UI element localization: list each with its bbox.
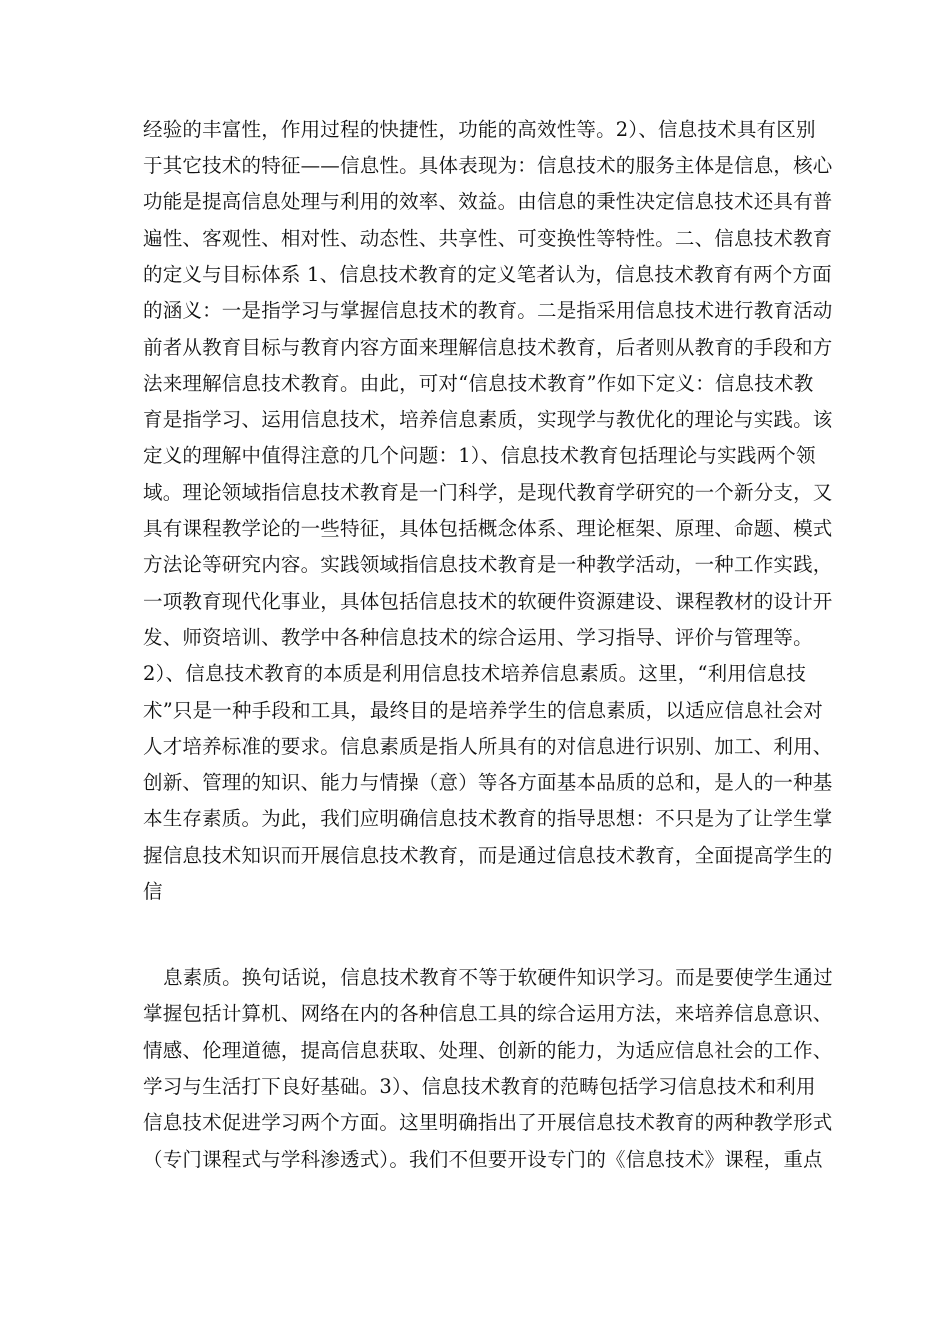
text-line: 本生存素质。为此，我们应明确信息技术教育的指导思想：不只是为了让学生掌 [143,807,833,830]
text-line: 定义的理解中值得注意的几个问题：1）、信息技术教育包括理论与实践两个领 [143,444,816,467]
text-line: 前者从教育目标与教育内容方面来理解信息技术教育，后者则从教育的手段和方 [143,336,833,359]
text-line: 握信息技术知识而开展信息技术教育，而是通过信息技术教育，全面提高学生的 [143,844,833,867]
text-line: 于其它技术的特征——信息性。具体表现为：信息技术的服务主体是信息，核心 [143,154,833,177]
text-line: 功能是提高信息处理与利用的效率、效益。由信息的秉性决定信息技术还具有普 [143,190,833,213]
text-line: 方法论等研究内容。实践领域指信息技术教育是一种教学活动，一种工作实践， [143,553,833,576]
text-line: 掌握包括计算机、网络在内的各种信息工具的综合运用方法，来培养信息意识、 [143,1002,833,1025]
text-line: 情感、伦理道德，提高信息获取、处理、创新的能力，为适应信息社会的工作、 [143,1039,833,1062]
text-line: 术”只是一种手段和工具，最终目的是培养学生的信息素质，以适应信息社会对 [143,699,823,722]
text-line: 创新、管理的知识、能力与情操（意）等各方面基本品质的总和，是人的一种基 [143,771,833,794]
text-line: 育是指学习、运用信息技术，培养信息素质，实现学与教优化的理论与实践。该 [143,408,833,431]
text-line: 信 [143,880,163,903]
text-line: （专门课程式与学科渗透式）。我们不但要开设专门的《信息技术》课程，重点 [143,1148,823,1171]
text-line: 信息技术促进学习两个方面。这里明确指出了开展信息技术教育的两种教学形式 [143,1111,833,1134]
text-line: 学习与生活打下良好基础。3）、信息技术教育的范畴包括学习信息技术和利用 [143,1075,816,1098]
text-line: 一项教育现代化事业，具体包括信息技术的软硬件资源建设、课程教材的设计开 [143,590,833,613]
text-line: 的定义与目标体系 1、信息技术教育的定义笔者认为，信息技术教育有两个方面 [143,263,832,286]
text-line: 域。理论领域指信息技术教育是一门科学，是现代教育学研究的一个新分支，又 [143,481,833,504]
text-line: 具有课程教学论的一些特征，具体包括概念体系、理论框架、原理、命题、模式 [143,517,833,540]
text-line: 2）、信息技术教育的本质是利用信息技术培养信息素质。这里，“利用信息技 [143,662,807,685]
text-line: 发、师资培训、教学中各种信息技术的综合运用、学习指导、评价与管理等。 [143,626,813,649]
text-line: 的涵义：一是指学习与掌握信息技术的教育。二是指采用信息技术进行教育活动 [143,299,833,322]
text-line: 息素质。换句话说，信息技术教育不等于软硬件知识学习。而是要使学生通过 [163,966,833,989]
text-line: 人才培养标准的要求。信息素质是指人所具有的对信息进行识别、加工、利用、 [143,735,833,758]
text-line: 遍性、客观性、相对性、动态性、共享性、可变换性等特性。二、信息技术教育 [143,227,833,250]
text-line: 经验的丰富性，作用过程的快捷性，功能的高效性等。2）、信息技术具有区别 [143,118,816,141]
text-line: 法来理解信息技术教育。由此，可对“信息技术教育”作如下定义：信息技术教 [143,372,814,395]
